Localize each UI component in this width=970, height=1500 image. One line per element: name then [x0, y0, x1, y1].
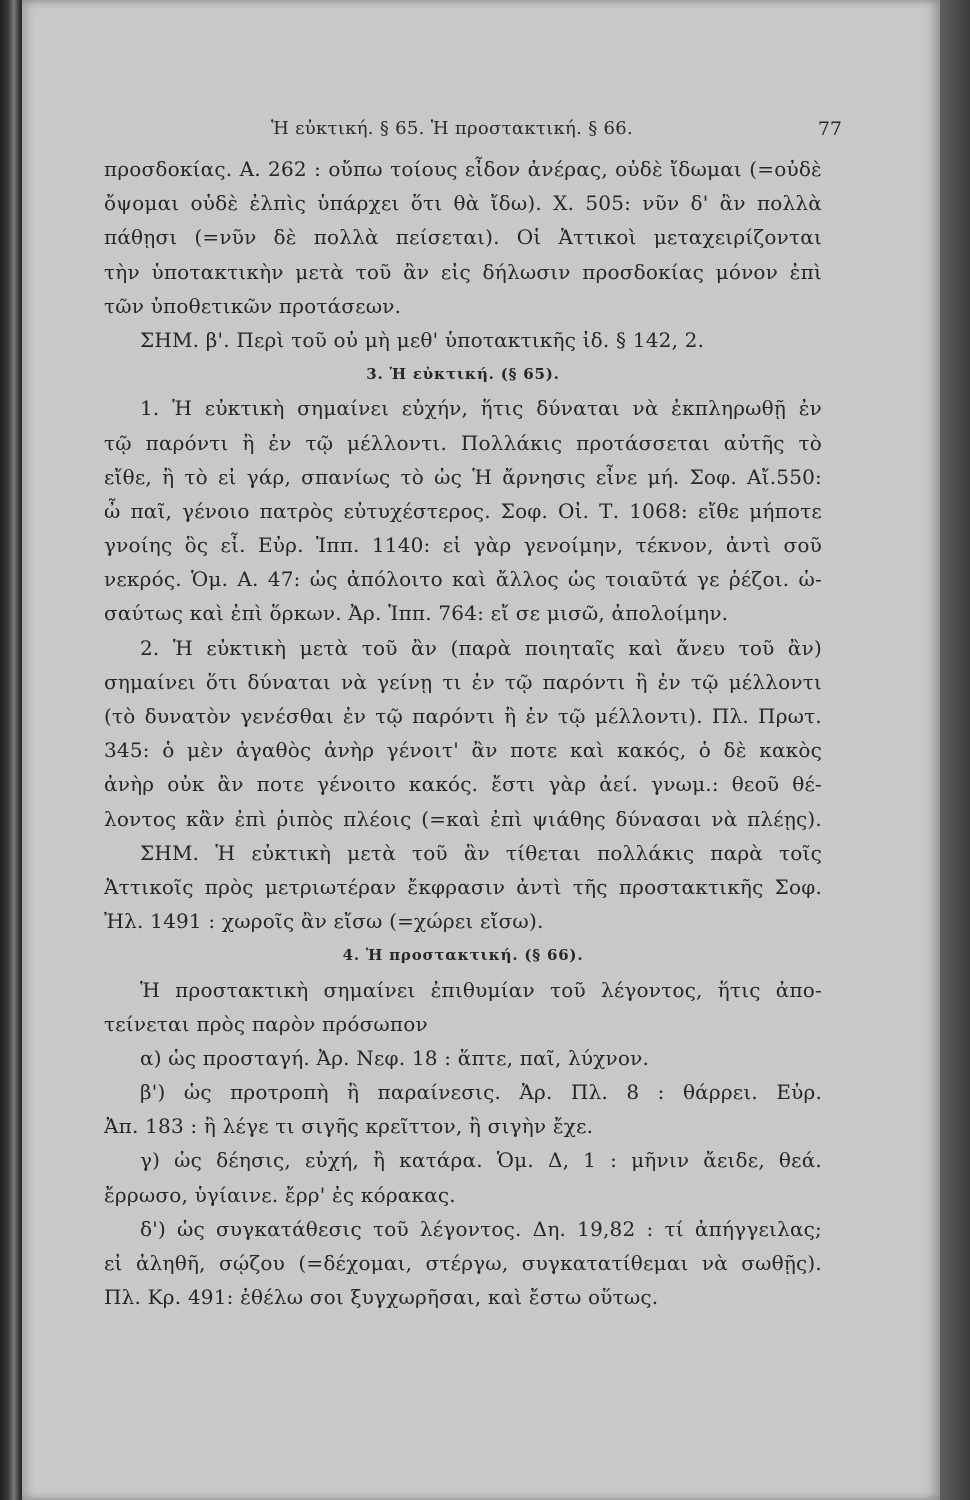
section-heading-optative: 3. Ἡ εὐκτική. (§ 65). — [366, 365, 560, 384]
text-line: ὦ παῖ, γένοιο πατρὸς εὐτυχέστερος. Σοφ. Οἰ. Τ. 1068: εἴθε μήποτε — [104, 498, 822, 523]
text-line: 345: ὁ μὲν ἀγαθὸς ἀνὴρ γένοιτ' ἂν ποτε καὶ κακός, ὁ δὲ κακὸς — [104, 738, 822, 763]
page-edge — [940, 0, 970, 1500]
text-line: γνοίης ὃς εἶ. Εὐρ. Ἱππ. 1140: εἰ γὰρ γενοίμην, τέκνον, ἀντὶ σοῦ — [104, 533, 822, 558]
text-line: Πλ. Κρ. 491: ἐθέλω σοι ξυγχωρῆσαι, καὶ ἔστω οὕτως. — [104, 1285, 659, 1310]
body-text — [104, 152, 822, 1314]
text-line: 1. Ἡ εὐκτικὴ σημαίνει εὐχήν, ἥτις δύναται νὰ ἐκπληρωθῇ ἐν — [140, 396, 822, 421]
text-line: ἔρρωσο, ὑγίαινε. ἔρρ' ἐς κόρακας. — [104, 1182, 456, 1207]
text-line: 2. Ἡ εὐκτικὴ μετὰ τοῦ ἂν (παρὰ ποιηταῖς καὶ ἄνευ τοῦ ἂν) — [140, 635, 822, 660]
text-line: Ἡ προστακτικὴ σημαίνει ἐπιθυμίαν τοῦ λέγοντος, ἥτις ἀπο- — [140, 977, 822, 1002]
text-line: νεκρός. Ὁμ. Α. 47: ὡς ἀπόλοιτο καὶ ἄλλος ὡς τοιαῦτά γε ῥέζοι. ὡ- — [104, 567, 822, 592]
text-line: εἴθε, ἢ τὸ εἰ γάρ, σπανίως τὸ ὡς Ἡ ἄρνησις εἶνε μή. Σοφ. Αἴ.550: — [104, 464, 822, 489]
page-number: 77 — [817, 118, 842, 140]
list-item: α) ὡς προσταγή. Ἀρ. Νεφ. 18 : ἅπτε, παῖ, λύχνον. — [140, 1045, 650, 1070]
book-page — [22, 0, 940, 1500]
page-header — [82, 118, 842, 148]
text-line: προσδοκίας. Α. 262 : οὔπω τοίους εἶδον ἀνέρας, οὐδὲ ἴδωμαι (=οὐδὲ — [104, 157, 822, 181]
text-line: τείνεται πρὸς παρὸν πρόσωπον — [104, 1011, 428, 1036]
text-line: σημαίνει ὅτι δύναται νὰ γείνῃ τι ἐν τῷ παρόντι ἢ ἐν τῷ μέλλοντι — [104, 669, 822, 694]
text-line: ἀνὴρ οὐκ ἂν ποτε γένοιτο κακός. ἔστι γὰρ ἀεί. γνωμ.: θεοῦ θέ- — [104, 772, 822, 797]
text-line: πάθῃσι (=νῦν δὲ πολλὰ πείσεται). Οἱ Ἀττικοὶ μεταχειρίζονται — [104, 225, 822, 250]
book-gutter — [0, 0, 22, 1500]
text-line: Ἀπ. 183 : ἢ λέγε τι σιγῆς κρεῖττον, ἢ σιγὴν ἔχε. — [104, 1114, 594, 1139]
text-line: σαύτως καὶ ἐπὶ ὅρκων. Ἀρ. Ἱππ. 764: εἴ σε μισῶ, ἀπολοίμην. — [104, 601, 729, 626]
text-line: εἰ ἀληθῆ, σῴζου (=δέχομαι, στέργω, συγκατατίθεμαι νὰ σωθῇς). — [104, 1251, 822, 1275]
text-line: Ἠλ. 1491 : χωροῖς ἂν εἴσω (=χώρει εἴσω). — [104, 909, 544, 934]
text-line: τῶν ὑποθετικῶν προτάσεων. — [104, 293, 402, 318]
list-item: β') ὡς προτροπὴ ἢ παραίνεσις. Ἀρ. Πλ. 8 : θάρρει. Εὐρ. — [140, 1080, 822, 1105]
text-line: τῷ παρόντι ἢ ἐν τῷ μέλλοντι. Πολλάκις προτάσσεται αὐτῆς τὸ — [104, 430, 822, 455]
text-line: Ἀττικοῖς πρὸς μετριωτέραν ἔκφρασιν ἀντὶ τῆς προστακτικῆς Σοφ. — [104, 874, 822, 899]
text-line: (τὸ δυνατὸν γενέσθαι ἐν τῷ παρόντι ἢ ἐν τῷ μέλλοντι). Πλ. Πρωτ. — [104, 704, 822, 728]
note-line: ΣΗΜ. β'. Περὶ τοῦ οὐ μὴ μεθ' ὑποτακτικῆς ἰδ. § 142, 2. — [140, 327, 705, 352]
section-heading-imperative: 4. Ἡ προστακτική. (§ 66). — [342, 946, 584, 965]
list-item: γ) ὡς δέησις, εὐχή, ἢ κατάρα. Ὁμ. Δ, 1 : μῆνιν ἄειδε, θεά. — [140, 1148, 822, 1173]
running-head: Ἡ εὐκτική. § 65. Ἡ προστακτική. § 66. — [270, 118, 634, 139]
text-line: ὄψομαι οὐδὲ ἐλπὶς ὑπάρχει ὅτι θὰ ἴδω). Χ. 505: νῦν δ' ἂν πολλὰ — [104, 191, 822, 216]
note-line: ΣΗΜ. Ἡ εὐκτικὴ μετὰ τοῦ ἂν τίθεται πολλάκις παρὰ τοῖς — [140, 840, 822, 865]
text-line: τὴν ὑποτακτικὴν μετὰ τοῦ ἂν εἰς δήλωσιν προσδοκίας μόνον ἐπὶ — [104, 259, 822, 284]
list-item: δ') ὡς συγκατάθεσις τοῦ λέγοντος. Δη. 19,82 : τί ἀπήγγειλας; — [140, 1216, 822, 1241]
text-line: λοντος κἂν ἐπὶ ῥιπὸς πλέοις (=καὶ ἐπὶ ψιάθης δύνασαι νὰ πλέῃς). — [104, 806, 822, 831]
